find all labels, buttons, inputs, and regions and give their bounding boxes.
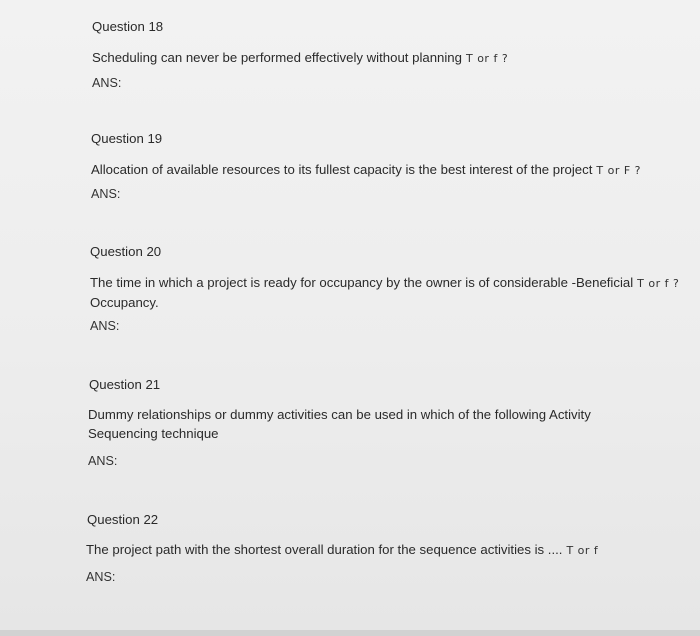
question-19-title: Question 19 bbox=[91, 131, 163, 146]
question-18-line-1: Scheduling can never be performed effectively without planning bbox=[92, 50, 462, 65]
question-19-handwritten-note: T or F ? bbox=[596, 164, 642, 177]
question-20-handwritten-note: T or f ? bbox=[637, 277, 680, 290]
question-18-answer-label: ANS: bbox=[92, 76, 122, 90]
question-20-answer-label: ANS: bbox=[90, 319, 120, 333]
question-21-line-2: Sequencing technique bbox=[88, 426, 219, 441]
question-18-handwritten-note: T or f ? bbox=[465, 52, 509, 65]
question-22-text bbox=[86, 540, 598, 560]
question-21-text bbox=[88, 405, 591, 443]
question-21-title: Question 21 bbox=[89, 377, 161, 392]
question-21-answer-label: ANS: bbox=[88, 454, 118, 468]
question-20-line-1: The time in which a project is ready for occupancy by the owner is of considerable -Beneficial bbox=[90, 275, 634, 290]
question-22-line-1: The project path with the shortest overall duration for the sequence activities is .... bbox=[86, 542, 563, 557]
question-18-text bbox=[92, 48, 508, 68]
question-22-title: Question 22 bbox=[87, 512, 159, 527]
question-20-text bbox=[90, 273, 679, 312]
question-20-title: Question 20 bbox=[90, 244, 162, 259]
question-22-handwritten-note: T or f bbox=[566, 544, 599, 557]
question-18-title: Question 18 bbox=[92, 19, 164, 34]
question-22-answer-label: ANS: bbox=[86, 570, 116, 584]
question-19-line-1: Allocation of available resources to its fullest capacity is the best interest of the project bbox=[91, 162, 593, 177]
question-21-line-1: Dummy relationships or dummy activities can be used in which of the following Activity bbox=[88, 407, 591, 422]
question-20-line-2: Occupancy. bbox=[90, 295, 159, 310]
question-19-text bbox=[91, 160, 641, 180]
question-19-answer-label: ANS: bbox=[91, 187, 121, 201]
